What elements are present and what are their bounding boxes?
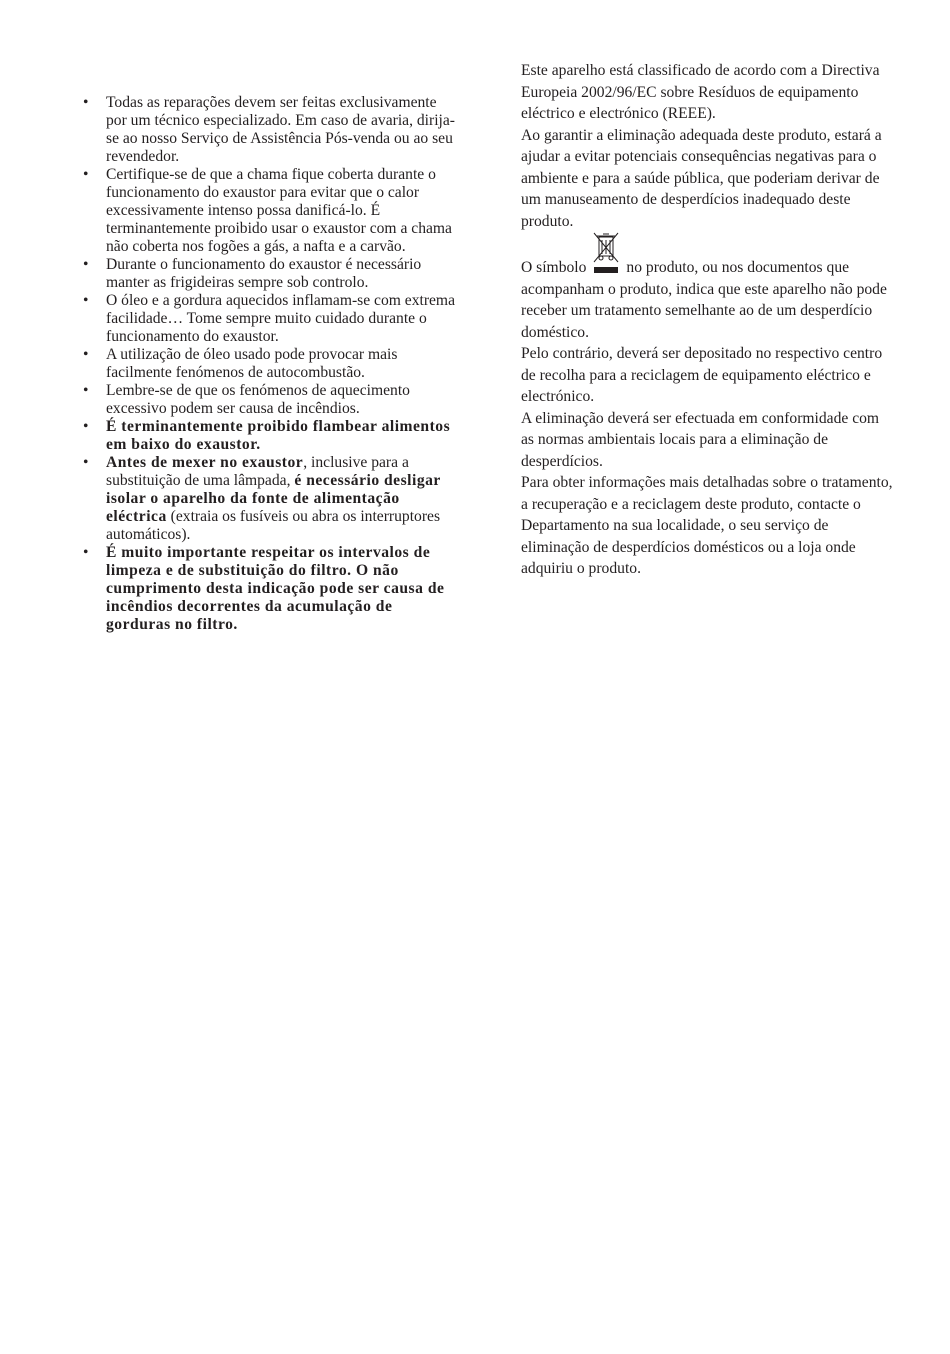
emphasis-text: É terminantemente proibido flambear alimentos em baixo do exaustor.	[106, 418, 451, 453]
safety-list-item	[78, 382, 456, 418]
symbol-text-before: O símbolo	[521, 259, 587, 276]
safety-list-item	[78, 454, 456, 544]
collection-center-paragraph: Pelo contrário, deverá ser depositado no respectivo centro de recolha para a reciclagem de equipamento eléctrico e electrónico.	[521, 345, 883, 405]
safety-list-item	[78, 418, 456, 454]
safety-list-item	[78, 544, 456, 634]
safety-list-item	[78, 256, 456, 292]
disposal-column	[521, 60, 893, 580]
safety-list-item	[78, 346, 456, 382]
safety-list-item	[78, 94, 456, 166]
safety-list	[78, 94, 456, 634]
emphasis-text: É muito importante respeitar os intervalos de limpeza e de substituição do filtro. O não cumprimento desta indicação pode ser causa de incêndios decorrentes da acumulação de gorduras no filtro.	[106, 544, 445, 633]
safety-list-item	[78, 292, 456, 346]
disposal-benefit-paragraph: Ao garantir a eliminação adequada deste produto, estará a ajudar a evitar potenciais consequências negativas para o ambiente e para a saúde pública, que poderiam derivar de um manuseamento de desperdícios inadequado deste produto.	[521, 126, 882, 230]
item-text: O óleo e a gordura aquecidos inflamam-se com extrema facilidade… Tome sempre muito cuidado durante o funcionamento do exaustor.	[106, 292, 455, 345]
item-text: A utilização de óleo usado pode provocar mais facilmente fenómenos de autocombustão.	[106, 346, 398, 381]
item-text: Durante o funcionamento do exaustor é necessário manter as frigideiras sempre sob controlo.	[106, 256, 422, 291]
safety-list-item	[78, 166, 456, 256]
more-information-paragraph: Para obter informações mais detalhadas sobre o tratamento, a recuperação e a reciclagem deste produto, contacte o Departamento na sua localidade, o seu serviço de eliminação de desperdícios domésticos ou a loja onde adquiriu o produto.	[521, 474, 893, 577]
item-text: (extraia os fusíveis ou abra os interruptores automáticos).	[106, 508, 441, 543]
item-text: Lembre-se de que os fenómenos de aquecimento excessivo podem ser causa de incêndios.	[106, 382, 410, 417]
emphasis-text: é necessário desligar isolar o aparelho da fonte de alimentação eléctrica	[106, 472, 441, 525]
weee-directive-paragraph: Este aparelho está classificado de acordo com a Directiva Europeia 2002/96/EC sobre Resíduos de equipamento eléctrico e electrónico (REEE).	[521, 62, 880, 122]
weee-symbol-paragraph	[521, 252, 893, 343]
symbol-text-after: no produto, ou nos documentos que acompanham o produto, indica que este aparelho não pode receber um tratamento semelhante ao de um desperdício doméstico.	[521, 259, 887, 341]
safety-column	[78, 94, 456, 634]
crossed-out-wheelie-bin-icon	[589, 252, 623, 272]
item-text: , inclusive para a substituição de uma lâmpada,	[106, 454, 409, 489]
environmental-norms-paragraph: A eliminação deverá ser efectuada em conformidade com as normas ambientais locais para a eliminação de desperdícios.	[521, 409, 880, 470]
item-text: Todas as reparações devem ser feitas exclusivamente por um técnico especializado. Em caso de avaria, dirija-se ao nosso Serviço de Assistência Pós-venda ou ao seu revendedor.	[106, 94, 455, 165]
item-text: Certifique-se de que a chama fique coberta durante o funcionamento do exaustor para evitar que o calor excessivamente intenso possa danificá-lo. É terminantemente proibido usar o exaustor com a chama não coberta nos fogões a gás, a nafta e a carvão.	[106, 166, 452, 255]
emphasis-text: Antes de mexer no exaustor	[106, 454, 304, 471]
